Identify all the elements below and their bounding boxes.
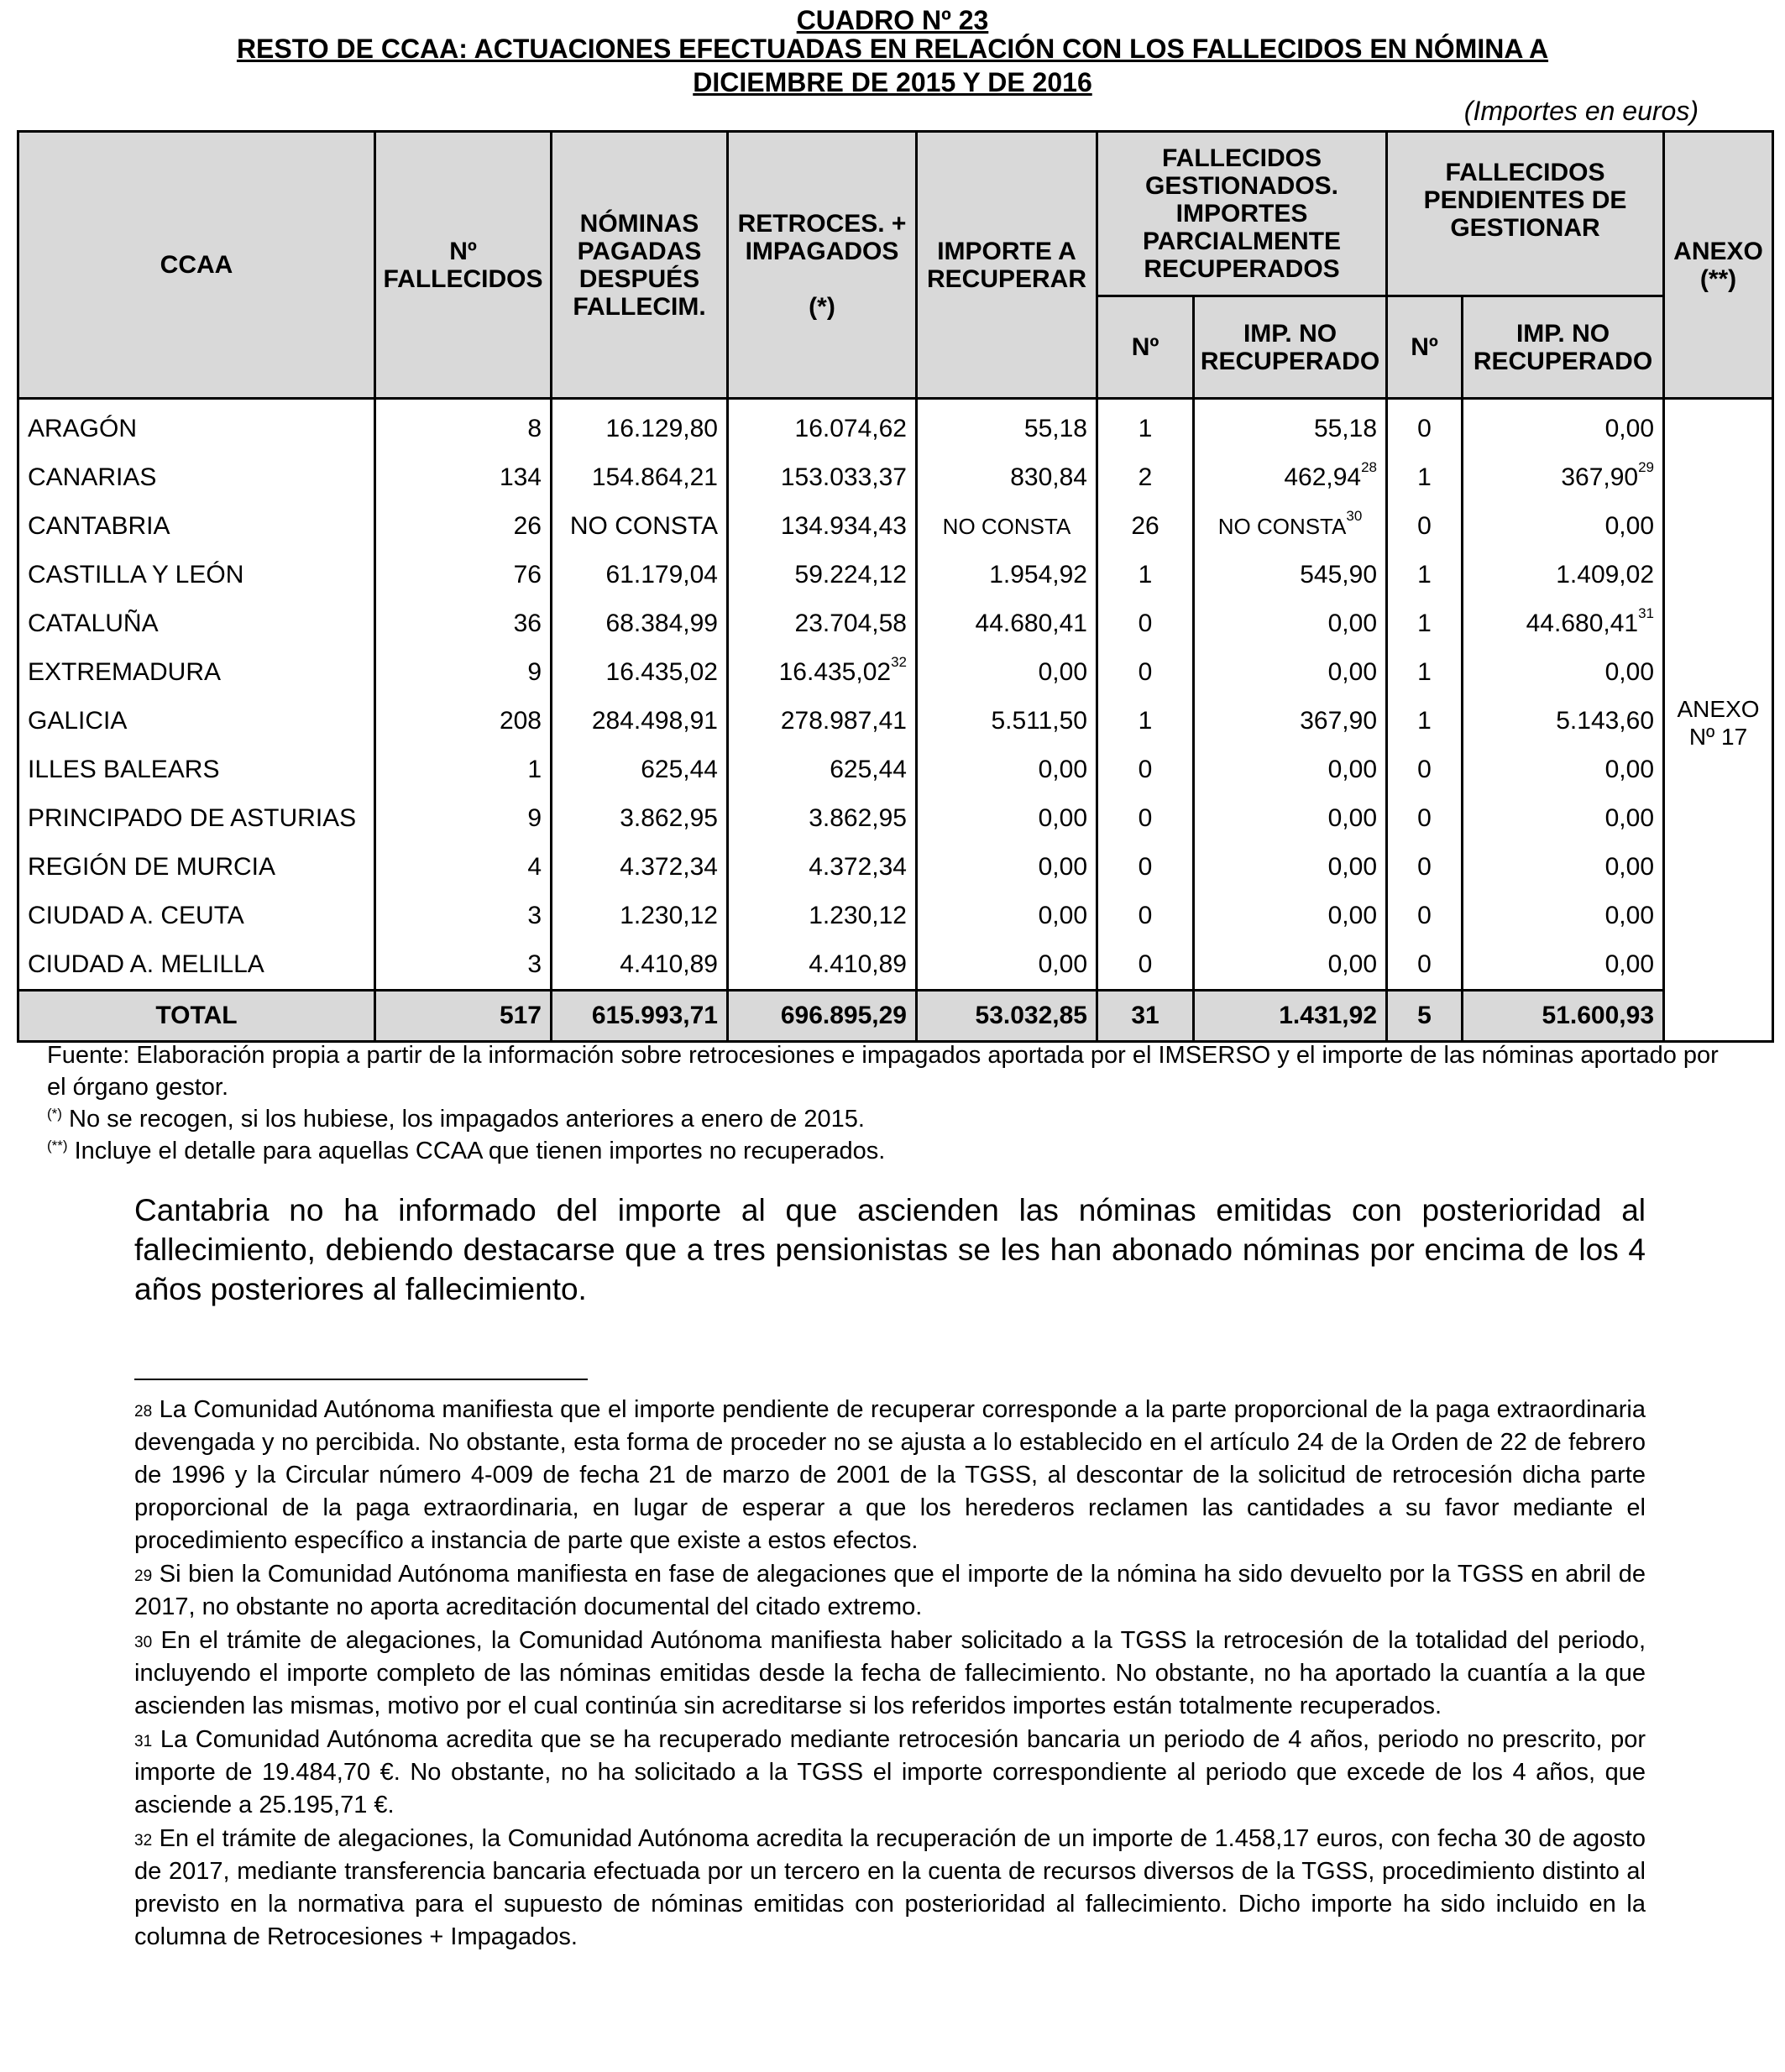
cell-gestionados-n: 0: [1097, 794, 1194, 843]
cell-nominas: 4.410,89: [552, 940, 728, 991]
table-row: [18, 599, 1773, 648]
cell-fallecidos: 134: [375, 453, 552, 502]
cell-retroces: 278.987,41: [728, 697, 917, 746]
body-paragraph: Cantabria no ha informado del importe al que ascienden las nóminas emitidas con posterioridad al fallecimiento, debiendo destacarse que a tres pensionistas se les han abonado nóminas por encima de los 4 años posteriores al fallecimiento.: [134, 1193, 1646, 1306]
cell-fallecidos: 9: [375, 794, 552, 843]
cell-importe: 0,00: [917, 648, 1097, 697]
source-notes: [47, 1039, 1726, 1167]
cell-pendientes-n: 0: [1387, 399, 1463, 454]
cell-fallecidos: 26: [375, 502, 552, 551]
cell-gestionados-n: 26: [1097, 502, 1194, 551]
cell-fallecidos: 208: [375, 697, 552, 746]
cell-pendientes-n: 0: [1387, 746, 1463, 794]
cell-pendientes-n: 1: [1387, 599, 1463, 648]
header-gestionados: FALLECIDOS GESTIONADOS. IMPORTES PARCIALMENTE RECUPERADOS: [1097, 132, 1387, 296]
cell-gestionados-n: 0: [1097, 843, 1194, 892]
cell-gestionados-n: 1: [1097, 697, 1194, 746]
table-body: [18, 399, 1773, 1042]
header-fallecidos: Nº FALLECIDOS: [375, 132, 552, 399]
cell-fallecidos: 36: [375, 599, 552, 648]
table-row: [18, 502, 1773, 551]
cell-pendientes-n: 0: [1387, 502, 1463, 551]
cell-retroces: 16.074,62: [728, 399, 917, 454]
footnote-30: $^{30}$ En el trámite de alegaciones, la Comunidad Autónoma manifiesta haber solicitado a la TGSS la retrocesión de la totalidad del periodo, incluyendo el importe completo de las nóminas emitidas desde la fecha de fallecimiento. No obstante, no ha aportado la cuantía a la que ascienden las mismas, motivo por el cual continúa sin acreditarse si los referidos importes están totalmente recuperados.: [134, 1627, 1646, 1719]
cell-pendientes-imp: 0,00: [1463, 794, 1664, 843]
total-importe: 53.032,85: [917, 991, 1097, 1042]
cell-nominas: NO CONSTA: [552, 502, 728, 551]
cell-retroces: 1.230,12: [728, 892, 917, 940]
table-row: [18, 648, 1773, 697]
total-row: [18, 991, 1773, 1042]
source-text: Fuente: Elaboración propia a partir de la información sobre retrocesiones e impagados aportada por el IMSERSO y el importe de las nóminas aportado por el órgano gestor.: [47, 1042, 1719, 1101]
cell-fallecidos: 9: [375, 648, 552, 697]
table-row: [18, 453, 1773, 502]
cell-ccaa: CANTABRIA: [18, 502, 375, 551]
cell-fallecidos: 1: [375, 746, 552, 794]
annex-cell: ANEXO Nº 17: [1664, 399, 1773, 1042]
cell-retroces: 625,44: [728, 746, 917, 794]
cell-pendientes-n: 1: [1387, 648, 1463, 697]
cell-gestionados-imp: 0,00: [1194, 794, 1387, 843]
cell-importe: 0,00: [917, 794, 1097, 843]
cell-importe: 44.680,41: [917, 599, 1097, 648]
cell-retroces: 153.033,37: [728, 453, 917, 502]
cell-pendientes-imp: 0,00: [1463, 940, 1664, 991]
cell-retroces: 16.435,02$^{32}$: [728, 648, 917, 697]
header-retroces: RETROCES. + IMPAGADOS (*): [728, 132, 917, 399]
cell-ccaa: PRINCIPADO DE ASTURIAS: [18, 794, 375, 843]
cell-gestionados-imp: 0,00: [1194, 746, 1387, 794]
cell-pendientes-n: 1: [1387, 551, 1463, 599]
cell-fallecidos: 76: [375, 551, 552, 599]
cell-gestionados-n: 2: [1097, 453, 1194, 502]
cell-fallecidos: 3: [375, 940, 552, 991]
cell-ccaa: ARAGÓN: [18, 399, 375, 454]
cell-gestionados-imp: 367,90: [1194, 697, 1387, 746]
subheader-pendientes-imp: IMP. NO RECUPERADO: [1463, 296, 1664, 399]
header-pendientes: FALLECIDOS PENDIENTES DE GESTIONAR: [1387, 132, 1664, 296]
cell-gestionados-imp: 545,90: [1194, 551, 1387, 599]
cell-fallecidos: 4: [375, 843, 552, 892]
header-nominas: NÓMINAS PAGADAS DESPUÉS FALLECIM.: [552, 132, 728, 399]
cell-pendientes-n: 0: [1387, 892, 1463, 940]
total-label: TOTAL: [18, 991, 375, 1042]
cell-ccaa: REGIÓN DE MURCIA: [18, 843, 375, 892]
cell-ccaa: EXTREMADURA: [18, 648, 375, 697]
cell-gestionados-imp: 0,00: [1194, 599, 1387, 648]
cell-pendientes-n: 1: [1387, 697, 1463, 746]
table-row: [18, 399, 1773, 454]
cell-gestionados-n: 0: [1097, 892, 1194, 940]
cell-importe: 0,00: [917, 892, 1097, 940]
note-unpaid: (*) No se recogen, si los hubiese, los impagados anteriores a enero de 2015.: [47, 1106, 865, 1133]
footnotes: [134, 1394, 1646, 1954]
cell-pendientes-n: 0: [1387, 794, 1463, 843]
footnote-separator: [134, 1379, 588, 1380]
cell-nominas: 68.384,99: [552, 599, 728, 648]
subheader-gestionados-n: Nº: [1097, 296, 1194, 399]
cell-gestionados-imp: 0,00: [1194, 940, 1387, 991]
table-row: [18, 892, 1773, 940]
table-number-title: CUADRO Nº 23: [796, 5, 989, 35]
cell-importe: 55,18: [917, 399, 1097, 454]
cell-pendientes-imp: 5.143,60: [1463, 697, 1664, 746]
cell-pendientes-n: 0: [1387, 843, 1463, 892]
cell-nominas: 154.864,21: [552, 453, 728, 502]
cell-ccaa: CATALUÑA: [18, 599, 375, 648]
cell-ccaa: ILLES BALEARS: [18, 746, 375, 794]
cell-gestionados-imp: 0,00: [1194, 648, 1387, 697]
cell-pendientes-imp: 367,90$^{29}$: [1463, 453, 1664, 502]
cell-retroces: 134.934,43: [728, 502, 917, 551]
header-ccaa: CCAA: [18, 132, 375, 399]
cell-retroces: 59.224,12: [728, 551, 917, 599]
cell-pendientes-imp: 0,00: [1463, 892, 1664, 940]
table-row: [18, 794, 1773, 843]
cell-retroces: 3.862,95: [728, 794, 917, 843]
total-fallecidos: 517: [375, 991, 552, 1042]
cell-gestionados-n: 1: [1097, 551, 1194, 599]
cell-ccaa: CASTILLA Y LEÓN: [18, 551, 375, 599]
total-nominas: 615.993,71: [552, 991, 728, 1042]
cell-retroces: 4.410,89: [728, 940, 917, 991]
cell-retroces: 23.704,58: [728, 599, 917, 648]
cell-nominas: 1.230,12: [552, 892, 728, 940]
cell-gestionados-imp: 462,94$^{28}$: [1194, 453, 1387, 502]
cell-pendientes-imp: 44.680,41$^{31}$: [1463, 599, 1664, 648]
cell-nominas: 4.372,34: [552, 843, 728, 892]
cell-nominas: 284.498,91: [552, 697, 728, 746]
cell-gestionados-n: 0: [1097, 648, 1194, 697]
cell-importe: 0,00: [917, 843, 1097, 892]
cell-fallecidos: 8: [375, 399, 552, 454]
cell-nominas: 16.435,02: [552, 648, 728, 697]
header-importe: IMPORTE A RECUPERAR: [917, 132, 1097, 399]
cell-nominas: 16.129,80: [552, 399, 728, 454]
total-gestionados-n: 31: [1097, 991, 1194, 1042]
cell-importe: NO CONSTA: [917, 502, 1097, 551]
cell-importe: 830,84: [917, 453, 1097, 502]
cell-importe: 5.511,50: [917, 697, 1097, 746]
table-row: [18, 940, 1773, 991]
cell-pendientes-imp: 1.409,02: [1463, 551, 1664, 599]
table-row: [18, 551, 1773, 599]
total-pendientes-n: 5: [1387, 991, 1463, 1042]
table-row: [18, 697, 1773, 746]
note-annex: (**) Incluye el detalle para aquellas CCAA que tienen importes no recuperados.: [47, 1138, 886, 1164]
cell-ccaa: CIUDAD A. MELILLA: [18, 940, 375, 991]
cell-gestionados-n: 0: [1097, 940, 1194, 991]
cell-gestionados-imp: 0,00: [1194, 892, 1387, 940]
units-note: (Importes en euros): [1463, 96, 1699, 126]
footnote-28: $^{28}$ La Comunidad Autónoma manifiesta que el importe pendiente de recuperar corresponde a la parte proporcional de la paga extraordinaria devengada y no percibida. No obstante, esta forma de proceder no se ajusta a lo establecido en el artículo 24 de la Orden de 22 de febrero de 1996 y la Circular número 4-009 de fecha 21 de marzo de 2001 de la TGSS, al descontar de la solicitud de retrocesión dicha parte proporcional de la paga extraordinaria, en lugar de esperar a que los herederos reclamen las cantidades a su favor mediante el procedimiento específico a instancia de parte que existe a estos efectos.: [134, 1396, 1646, 1554]
cell-importe: 0,00: [917, 940, 1097, 991]
footnote-32: $^{32}$ En el trámite de alegaciones, la Comunidad Autónoma acredita la recuperación de un importe de 1.458,17 euros, con fecha 30 de agosto de 2017, mediante transferencia bancaria efectuada por un tercero en la cuenta de recursos diversos de la TGSS, procedimiento distinto al previsto en la normativa para el supuesto de nóminas emitidas con posterioridad al fallecimiento. Dicho importe ha sido incluido en la columna de Retrocesiones + Impagados.: [134, 1825, 1646, 1950]
total-retroces: 696.895,29: [728, 991, 917, 1042]
table-title-line-2: RESTO DE CCAA: ACTUACIONES EFECTUADAS EN RELACIÓN CON LOS FALLECIDOS EN NÓMINA A: [236, 34, 1549, 64]
cell-ccaa: CIUDAD A. CEUTA: [18, 892, 375, 940]
cell-gestionados-n: 0: [1097, 599, 1194, 648]
header-anexo: ANEXO (**): [1664, 132, 1773, 399]
table-row: [18, 746, 1773, 794]
cell-gestionados-n: 1: [1097, 399, 1194, 454]
cell-ccaa: GALICIA: [18, 697, 375, 746]
footnote-29: $^{29}$ Si bien la Comunidad Autónoma manifiesta en fase de alegaciones que el importe de la nómina ha sido devuelto por la TGSS en abril de 2017, no obstante no aporta acreditación documental del citado extremo.: [134, 1561, 1646, 1620]
cell-gestionados-imp: 55,18: [1194, 399, 1387, 454]
cell-nominas: 61.179,04: [552, 551, 728, 599]
cell-pendientes-imp: 0,00: [1463, 746, 1664, 794]
total-gestionados-imp: 1.431,92: [1194, 991, 1387, 1042]
cell-gestionados-imp: NO CONSTA$^{30}$: [1194, 502, 1387, 551]
table-row: [18, 843, 1773, 892]
cell-ccaa: CANARIAS: [18, 453, 375, 502]
cell-pendientes-n: 0: [1387, 940, 1463, 991]
cell-gestionados-n: 0: [1097, 746, 1194, 794]
cell-nominas: 625,44: [552, 746, 728, 794]
cell-gestionados-imp: 0,00: [1194, 843, 1387, 892]
cell-pendientes-imp: 0,00: [1463, 843, 1664, 892]
cell-pendientes-imp: 0,00: [1463, 399, 1664, 454]
subheader-pendientes-n: Nº: [1387, 296, 1463, 399]
cell-importe: 1.954,92: [917, 551, 1097, 599]
subheader-gestionados-imp: IMP. NO RECUPERADO: [1194, 296, 1387, 399]
cell-pendientes-n: 1: [1387, 453, 1463, 502]
data-table: [17, 130, 1774, 1043]
cell-importe: 0,00: [917, 746, 1097, 794]
cell-retroces: 4.372,34: [728, 843, 917, 892]
table-title-line-3: DICIEMBRE DE 2015 Y DE 2016: [693, 67, 1092, 97]
cell-nominas: 3.862,95: [552, 794, 728, 843]
cell-pendientes-imp: 0,00: [1463, 502, 1664, 551]
footnote-31: $^{31}$ La Comunidad Autónoma acredita que se ha recuperado mediante retrocesión bancaria un periodo de 4 años, periodo no prescrito, por importe de 19.484,70 €. No obstante, no ha solicitado a la TGSS el importe correspondiente al periodo que excede de los 4 años, que asciende a 25.195,71 €.: [134, 1726, 1646, 1818]
cell-pendientes-imp: 0,00: [1463, 648, 1664, 697]
cell-fallecidos: 3: [375, 892, 552, 940]
total-pendientes-imp: 51.600,93: [1463, 991, 1664, 1042]
